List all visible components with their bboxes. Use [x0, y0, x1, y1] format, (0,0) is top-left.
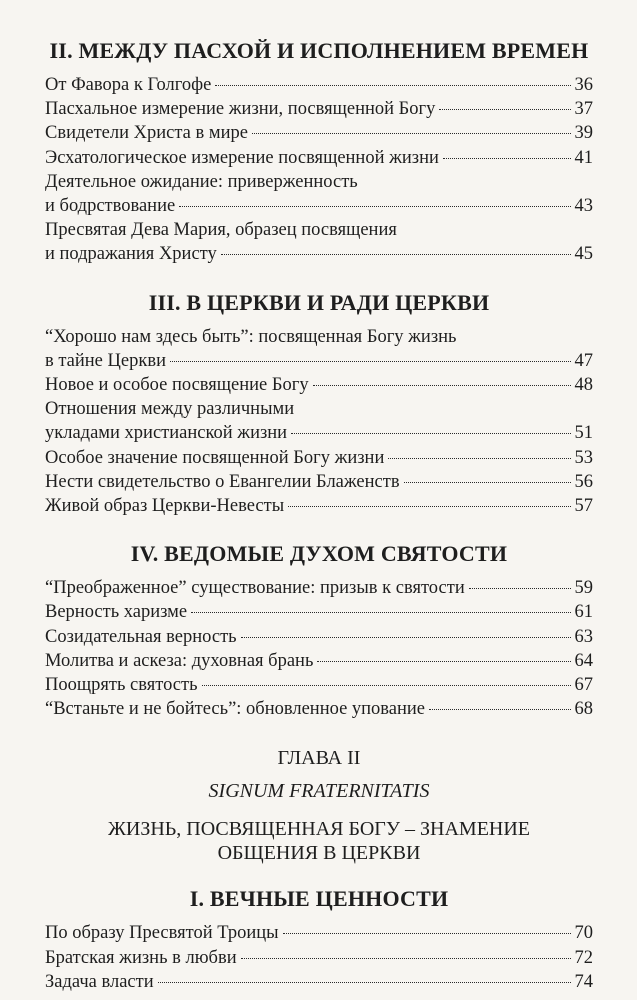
- entry-leader-row: [45, 470, 593, 494]
- toc-list: [45, 73, 593, 267]
- entry-title: “Преображенное” существование: призыв к святости: [45, 578, 465, 599]
- dot-leader: [158, 982, 571, 983]
- page-number: 57: [574, 496, 593, 517]
- entry-title: Задача власти: [45, 971, 154, 992]
- section-title: II. МЕЖДУ ПАСХОЙ И ИСПОЛНЕНИЕМ ВРЕМЕН: [49, 38, 589, 63]
- entry-title-line: Пресвятая Дева Мария, образец посвящения: [45, 220, 397, 241]
- toc-content: [45, 37, 593, 994]
- entry-leader-row: [45, 625, 593, 649]
- dot-leader: [317, 661, 570, 662]
- entry-title: Нести свидетельство о Евангелии Блаженств: [45, 471, 400, 492]
- dot-leader: [191, 612, 570, 613]
- entry-leader-row: [45, 576, 593, 600]
- page-number: 43: [574, 196, 593, 217]
- toc-section-4: [45, 540, 593, 721]
- entry-leader-row: [45, 921, 593, 945]
- toc-entry: [45, 600, 593, 624]
- entry-title: “Встаньте и не бойтесь”: обновленное упование: [45, 699, 426, 720]
- section-title: I. ВЕЧНЫЕ ЦЕННОСТИ: [189, 886, 449, 912]
- page-number: 47: [574, 350, 593, 371]
- entry-title: Эсхатологическое измерение посвященной жизни: [45, 147, 439, 168]
- entry-leader-row: [45, 446, 593, 470]
- entry-title: Верность харизме: [45, 602, 188, 623]
- entry-title: и подражания Христу: [45, 244, 217, 265]
- entry-title: Живой образ Церкви-Невесты: [45, 496, 285, 517]
- dot-leader: [313, 385, 571, 386]
- entry-title: Свидетели Христа в мире: [45, 123, 248, 144]
- entry-leader-row: [45, 242, 593, 266]
- toc-entry: [45, 218, 593, 266]
- toc-list: [45, 325, 593, 519]
- entry-title-line: Отношения между различными: [45, 399, 295, 420]
- entry-title: укладами христианской жизни: [45, 423, 288, 444]
- dot-leader: [429, 709, 570, 710]
- entry-title: Поощрять святость: [45, 675, 198, 696]
- page-number: 59: [574, 578, 593, 599]
- page-number: 39: [574, 123, 593, 144]
- toc-entry: [45, 121, 593, 145]
- toc-list: [45, 921, 593, 994]
- page-number: 72: [574, 947, 593, 968]
- toc-entry: [45, 146, 593, 170]
- toc-entry: [45, 625, 593, 649]
- dot-leader: [288, 506, 570, 507]
- entry-title: Молитва и аскеза: духовная брань: [45, 650, 314, 671]
- toc-entry: [45, 576, 593, 600]
- entry-title: Братская жизнь в любви: [45, 947, 237, 968]
- page-number: 67: [574, 675, 593, 696]
- toc-list: [45, 576, 593, 721]
- dot-leader: [241, 958, 571, 959]
- entry-leader-row: [45, 146, 593, 170]
- entry-title-line: “Хорошо нам здесь быть”: посвященная Богу жизнь: [45, 326, 457, 347]
- dot-leader: [283, 933, 571, 934]
- section-title: III. В ЦЕРКВИ И РАДИ ЦЕРКВИ: [148, 289, 490, 315]
- dot-leader: [179, 206, 570, 207]
- entry-title: Пасхальное измерение жизни, посвященной Богу: [45, 99, 436, 120]
- entry-leader-row: [45, 494, 593, 518]
- toc-entry: [45, 73, 593, 97]
- entry-leader-row: [45, 73, 593, 97]
- page-number: 68: [574, 699, 593, 720]
- dot-leader: [170, 361, 571, 362]
- dot-leader: [221, 254, 571, 255]
- entry-leader-row: [45, 349, 593, 373]
- entry-leader-row: [45, 697, 593, 721]
- entry-leader-row: [45, 649, 593, 673]
- dot-leader: [388, 458, 570, 459]
- toc-section-final: [45, 885, 593, 994]
- dot-leader: [439, 109, 570, 110]
- toc-entry: [45, 373, 593, 397]
- entry-leader-row: [45, 97, 593, 121]
- page-number: 41: [574, 147, 593, 168]
- dot-leader: [291, 433, 570, 434]
- page-number: 48: [574, 375, 593, 396]
- page-number: 74: [574, 971, 593, 992]
- toc-entry: [45, 446, 593, 470]
- entry-title: и бодрствование: [45, 196, 176, 217]
- entry-leader-row: [45, 946, 593, 970]
- chapter-subtitle: SIGNUM FRATERNITATIS: [208, 780, 430, 803]
- toc-entry: [45, 921, 593, 945]
- dot-leader: [241, 637, 571, 638]
- entry-leader-row: [45, 600, 593, 624]
- entry-leader-row: [45, 121, 593, 145]
- entry-title: По образу Пресвятой Троицы: [45, 923, 279, 944]
- entry-leader-row: [45, 673, 593, 697]
- toc-entry: [45, 697, 593, 721]
- page-number: 64: [574, 650, 593, 671]
- entry-title: Новое и особое посвящение Богу: [45, 375, 309, 396]
- entry-leader-row: [45, 373, 593, 397]
- dot-leader: [443, 158, 571, 159]
- page-number: 36: [574, 75, 593, 95]
- toc-entry: [45, 494, 593, 518]
- dot-leader: [252, 133, 571, 134]
- page-number: 51: [574, 423, 593, 444]
- chapter-label: ГЛАВА II: [277, 747, 361, 770]
- page-number: 70: [574, 923, 593, 944]
- entry-title: Особое значение посвященной Богу жизни: [45, 447, 385, 468]
- toc-entry: [45, 673, 593, 697]
- toc-entry: [45, 470, 593, 494]
- page-number: 61: [574, 602, 593, 623]
- toc-entry: [45, 397, 593, 445]
- page-number: 63: [574, 626, 593, 647]
- entry-leader-row: [45, 421, 593, 445]
- chapter-heading: [45, 745, 593, 865]
- page-number: 56: [574, 471, 593, 492]
- entry-leader-row: [45, 194, 593, 218]
- toc-entry: [45, 649, 593, 673]
- page-number: 53: [574, 447, 593, 468]
- dot-leader: [404, 482, 571, 483]
- toc-entry: [45, 970, 593, 994]
- toc-section-2: [45, 37, 593, 267]
- page-number: 37: [574, 99, 593, 120]
- toc-entry: [45, 170, 593, 218]
- entry-title-line: Деятельное ожидание: приверженность: [45, 171, 358, 192]
- toc-section-3: [45, 289, 593, 519]
- entry-title: От Фавора к Голгофе: [45, 75, 212, 95]
- section-title: IV. ВЕДОМЫЕ ДУХОМ СВЯТОСТИ: [130, 541, 508, 567]
- dot-leader: [469, 588, 571, 589]
- dot-leader: [215, 85, 570, 86]
- entry-title: Созидательная верность: [45, 626, 237, 647]
- page-number: 45: [574, 244, 593, 265]
- toc-entry: [45, 946, 593, 970]
- toc-entry: [45, 97, 593, 121]
- chapter-description: ЖИЗНЬ, ПОСВЯЩЕННАЯ БОГУ – ЗНАМЕНИЕ ОБЩЕНИЯ В ЦЕРКВИ: [107, 818, 531, 865]
- toc-entry: [45, 325, 593, 373]
- dot-leader: [202, 685, 571, 686]
- entry-leader-row: [45, 970, 593, 994]
- entry-title: в тайне Церкви: [45, 350, 166, 371]
